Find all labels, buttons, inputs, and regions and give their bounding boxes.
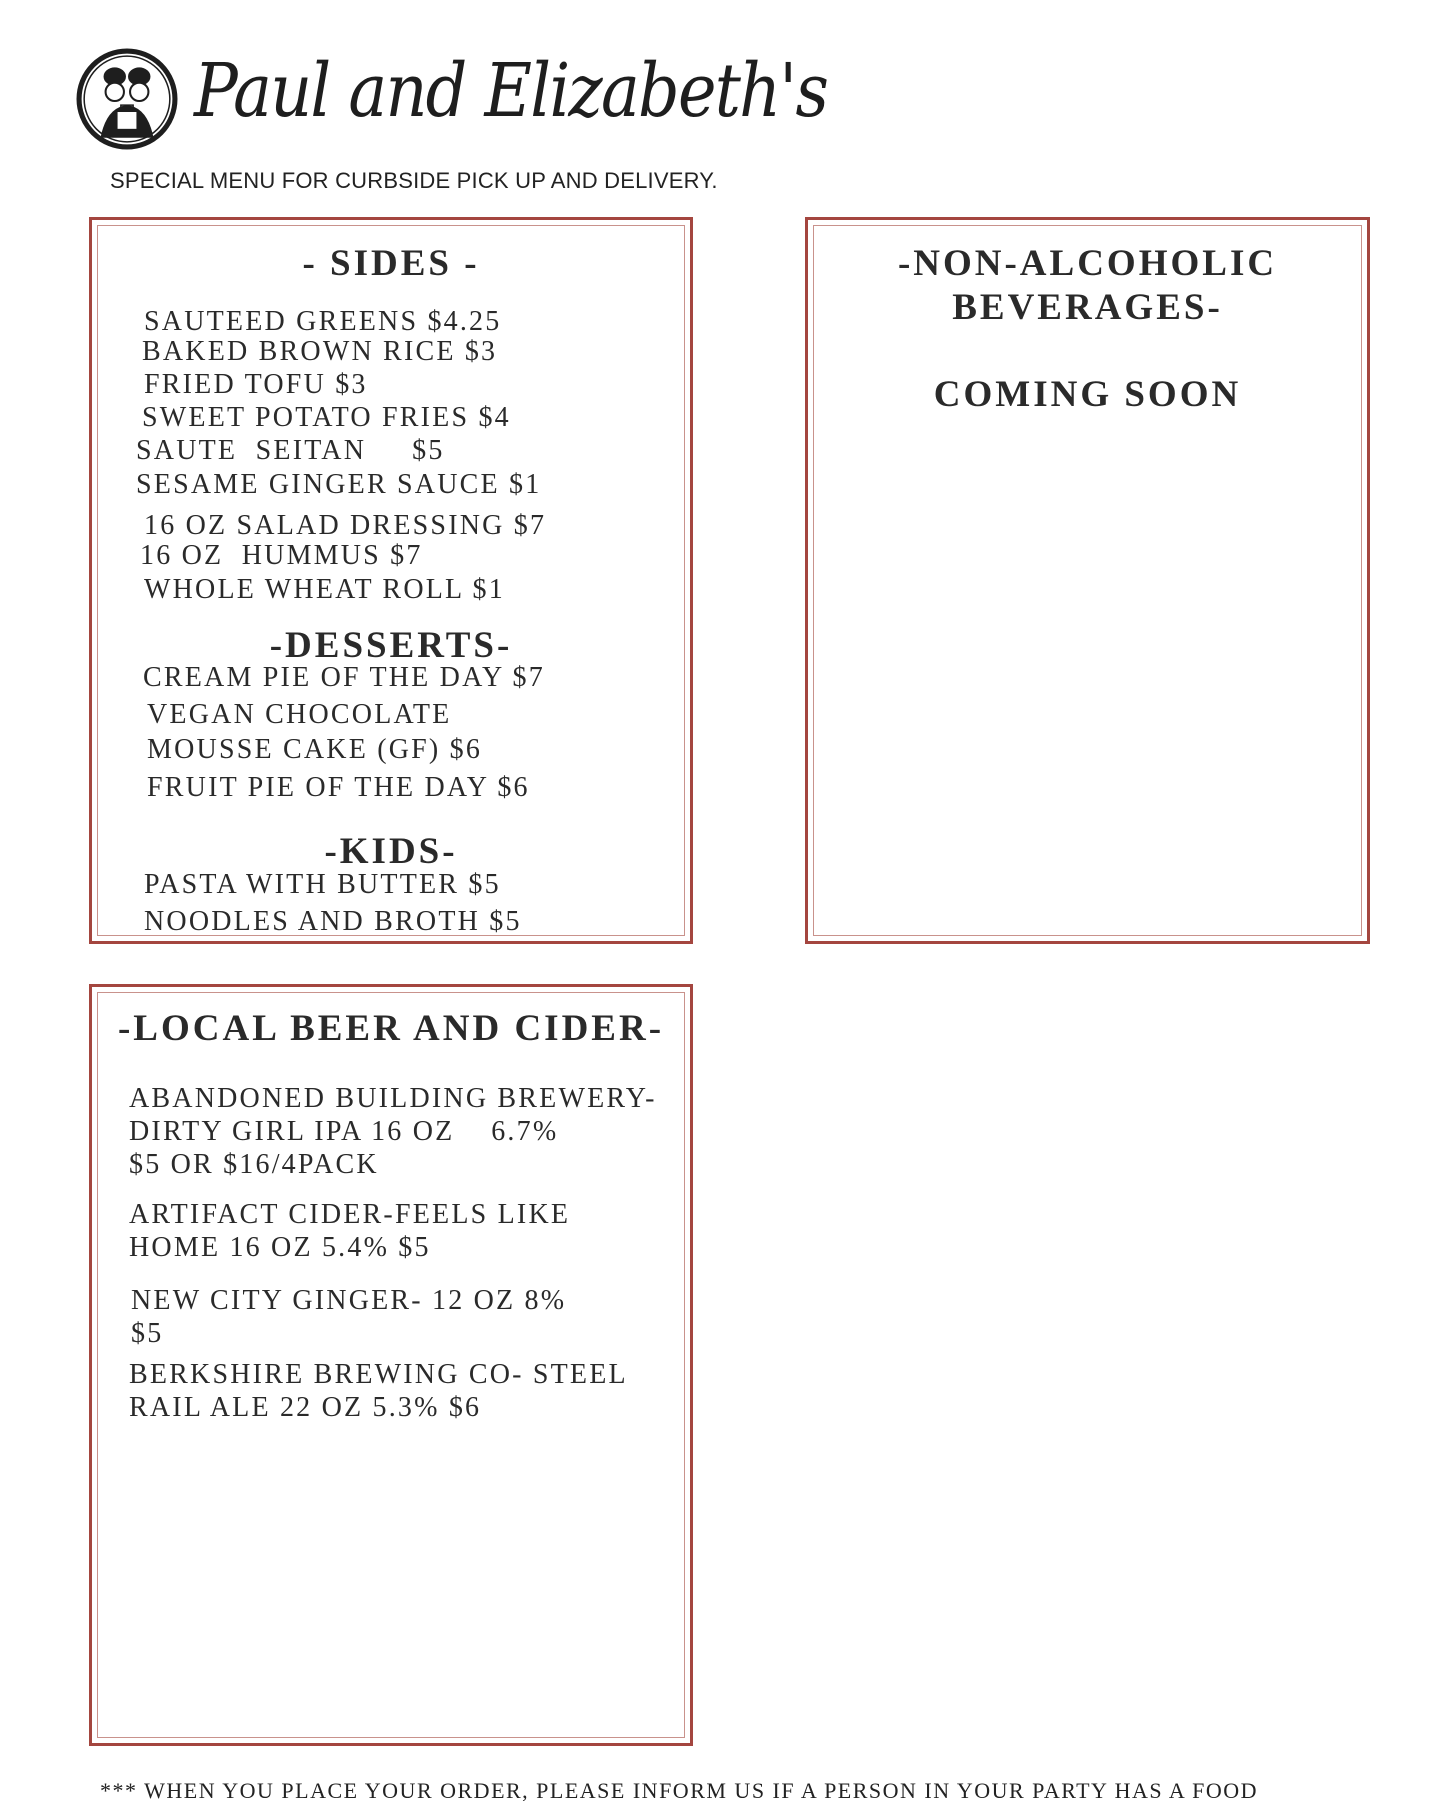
beer-line: RAIL ALE 22 OZ 5.3% $6: [129, 1392, 482, 1423]
non-alcoholic-panel: [805, 217, 1370, 944]
beer-line: ABANDONED BUILDING BREWERY-: [129, 1083, 657, 1114]
kids-item: PASTA WITH BUTTER $5: [144, 869, 501, 900]
sides-heading: - SIDES -: [302, 243, 480, 284]
beer-line: HOME 16 OZ 5.4% $5: [129, 1232, 431, 1263]
beer-line: NEW CITY GINGER- 12 OZ 8%: [131, 1285, 567, 1316]
chef-emblem-icon: [76, 48, 178, 150]
sides-item: 16 OZ SALAD DRESSING $7: [144, 510, 547, 541]
sides-item: SAUTEED GREENS $4.25: [144, 306, 502, 337]
brand-name: Paul and Elizabeth's: [194, 48, 828, 134]
beer-cider-panel: [89, 984, 693, 1746]
desserts-item: CREAM PIE OF THE DAY $7: [143, 662, 545, 693]
kids-heading: -KIDS-: [324, 831, 458, 872]
desserts-item: MOUSSE CAKE (GF) $6: [147, 734, 483, 765]
sides-item: 16 OZ HUMMUS $7: [140, 540, 423, 571]
sides-item: SESAME GINGER SAUCE $1: [136, 469, 542, 500]
beer-line: $5: [131, 1318, 164, 1349]
desserts-item: FRUIT PIE OF THE DAY $6: [147, 772, 530, 803]
sides-item: FRIED TOFU $3: [144, 369, 368, 400]
sides-item: SWEET POTATO FRIES $4: [142, 402, 511, 433]
beer-cider-heading: -LOCAL BEER AND CIDER-: [117, 1008, 665, 1049]
page-subtitle: SPECIAL MENU FOR CURBSIDE PICK UP AND DELIVERY.: [110, 168, 718, 193]
non-alcoholic-heading-line2: BEVERAGES-: [952, 287, 1223, 328]
sides-item: BAKED BROWN RICE $3: [142, 336, 498, 367]
beer-line: BERKSHIRE BREWING CO- STEEL: [129, 1359, 628, 1390]
beer-line: DIRTY GIRL IPA 16 OZ 6.7%: [129, 1116, 559, 1147]
beer-line: ARTIFACT CIDER-FEELS LIKE: [129, 1199, 571, 1230]
sides-item: WHOLE WHEAT ROLL $1: [144, 574, 505, 605]
kids-item: NOODLES AND BROTH $5: [144, 906, 522, 937]
non-alcoholic-heading-line1: -NON-ALCOHOLIC: [897, 243, 1278, 284]
beer-line: $5 OR $16/4PACK: [129, 1149, 379, 1180]
footer-clip: [0, 1780, 1440, 1801]
desserts-heading: -DESSERTS-: [269, 625, 513, 666]
sides-panel: [89, 217, 693, 944]
coming-soon-label: COMING SOON: [933, 374, 1242, 415]
footer-note: *** WHEN YOU PLACE YOUR ORDER, PLEASE INFORM US IF A PERSON IN YOUR PARTY HAS A FOOD: [100, 1780, 1259, 1801]
sides-item: SAUTE SEITAN $5: [136, 435, 445, 466]
desserts-item: VEGAN CHOCOLATE: [147, 699, 452, 730]
